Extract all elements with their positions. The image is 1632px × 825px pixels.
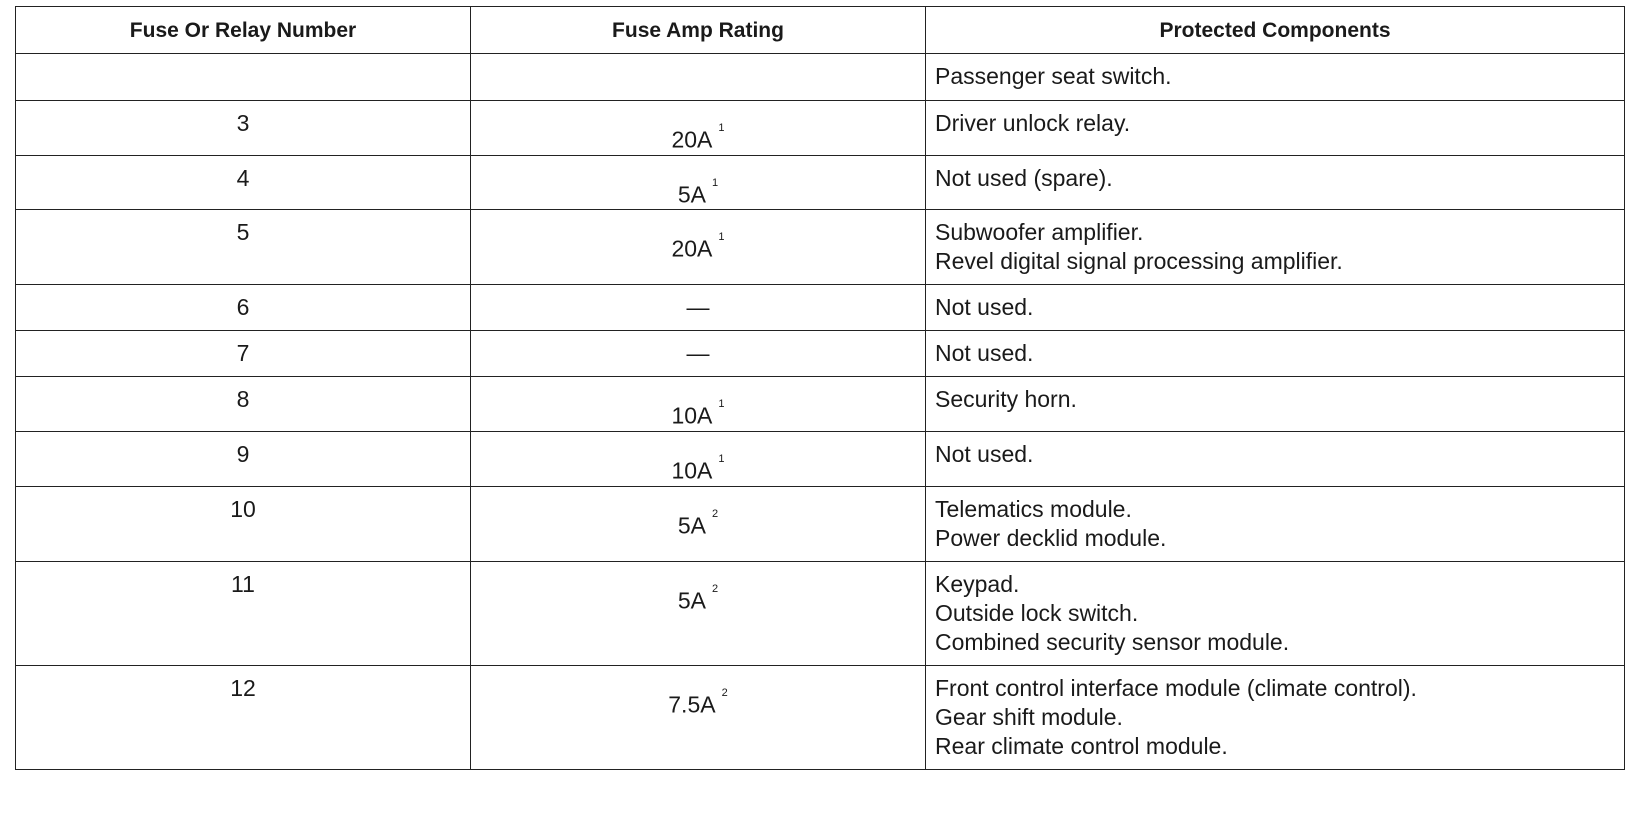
amp-rating-cell [471, 101, 926, 156]
amp-rating-cell [471, 561, 926, 665]
component-line: Telematics module. [935, 495, 1132, 522]
fuse-number-cell: 7 [16, 331, 471, 377]
protected-components-cell [926, 155, 1625, 210]
amp-rating-value: 5A [677, 512, 706, 539]
amp-rating-cell [471, 331, 926, 377]
amp-rating-value-group [678, 508, 718, 541]
component-line: Driver unlock relay. [935, 110, 1131, 136]
amp-rating-cell [471, 54, 926, 101]
fuse-table [15, 6, 1625, 770]
component-line: Not used. [935, 340, 1034, 367]
fuse-number-cell: 9 [16, 431, 471, 486]
amp-rating-footnote: 2 [712, 582, 719, 595]
amp-rating-value: 10A [671, 402, 713, 429]
amp-rating-footnote: 1 [712, 176, 719, 189]
table-body [16, 54, 1625, 770]
component-line: Rear climate control module. [935, 732, 1228, 759]
table-row [16, 377, 1625, 432]
amp-rating-value: 5A [677, 587, 706, 614]
amp-rating-footnote: 2 [712, 507, 719, 520]
table-row [16, 285, 1625, 331]
component-line: Power decklid module. [935, 524, 1167, 551]
protected-components-cell [926, 101, 1625, 156]
amp-rating-cell [471, 486, 926, 561]
table-row [16, 331, 1625, 377]
component-line: Outside lock switch. [935, 599, 1139, 626]
header-fuse-number: Fuse Or Relay Number [16, 7, 471, 54]
component-line: Not used. [935, 294, 1034, 321]
amp-rating-value: 5A [677, 181, 706, 208]
amp-rating-cell [471, 665, 926, 769]
fuse-number-cell: 11 [16, 561, 471, 665]
amp-rating-value-group [678, 177, 718, 210]
amp-rating-value-group [671, 231, 724, 264]
fuse-number-cell: 12 [16, 665, 471, 769]
amp-rating-value-group [687, 339, 710, 368]
component-line: Not used. [935, 440, 1034, 467]
protected-components-cell [926, 561, 1625, 665]
protected-components-cell [926, 54, 1625, 101]
amp-rating-value-group [687, 293, 710, 322]
amp-rating-value-group [678, 583, 718, 616]
protected-components-cell [926, 377, 1625, 432]
amp-rating-footnote: 1 [718, 122, 725, 134]
protected-components-cell [926, 431, 1625, 486]
amp-rating-cell [471, 431, 926, 486]
component-line: Gear shift module. [935, 703, 1123, 730]
component-line: Keypad. [935, 570, 1020, 597]
header-row [16, 7, 1625, 54]
amp-rating-cell [471, 377, 926, 432]
table-row [16, 486, 1625, 561]
fuse-number-cell [16, 54, 471, 101]
amp-rating-value: — [686, 294, 710, 321]
header-protected-components: Protected Components [926, 7, 1625, 54]
protected-components-cell [926, 210, 1625, 285]
component-line: Combined security sensor module. [935, 628, 1290, 655]
amp-rating-value-group [671, 453, 724, 486]
amp-rating-footnote: 1 [718, 231, 725, 244]
amp-rating-footnote: 1 [718, 398, 725, 411]
header-amp-rating: Fuse Amp Rating [471, 7, 926, 54]
fuse-number-cell: 4 [16, 155, 471, 210]
amp-rating-value-group [671, 398, 724, 431]
table-row [16, 54, 1625, 101]
amp-rating-footnote: 1 [718, 452, 725, 465]
amp-rating-cell [471, 210, 926, 285]
amp-rating-value: — [686, 340, 710, 367]
table-row [16, 101, 1625, 156]
table-row [16, 665, 1625, 769]
fuse-number-cell: 10 [16, 486, 471, 561]
component-line: Not used (spare). [935, 164, 1113, 191]
protected-components-cell [926, 331, 1625, 377]
component-line: Revel digital signal processing amplifier. [935, 248, 1343, 275]
amp-rating-footnote: 2 [721, 686, 728, 699]
component-line: Subwoofer amplifier. [935, 219, 1144, 246]
amp-rating-value-group [671, 122, 724, 155]
component-line: Front control interface module (climate control). [935, 674, 1417, 701]
component-line: Security horn. [935, 386, 1077, 413]
protected-components-cell [926, 285, 1625, 331]
amp-rating-value: 7.5A [668, 691, 716, 718]
fuse-number-cell: 3 [16, 101, 471, 156]
component-line: Passenger seat switch. [935, 63, 1172, 89]
amp-rating-cell [471, 155, 926, 210]
protected-components-cell [926, 486, 1625, 561]
table-row [16, 210, 1625, 285]
protected-components-cell [926, 665, 1625, 769]
fuse-number-cell: 8 [16, 377, 471, 432]
amp-rating-value: 20A [671, 126, 713, 153]
amp-rating-value: 20A [671, 235, 713, 262]
amp-rating-value: 10A [671, 457, 713, 484]
amp-rating-value-group [668, 687, 727, 720]
amp-rating-cell [471, 285, 926, 331]
fuse-number-cell: 5 [16, 210, 471, 285]
table-row [16, 561, 1625, 665]
fuse-number-cell: 6 [16, 285, 471, 331]
table-row [16, 431, 1625, 486]
table-row [16, 155, 1625, 210]
